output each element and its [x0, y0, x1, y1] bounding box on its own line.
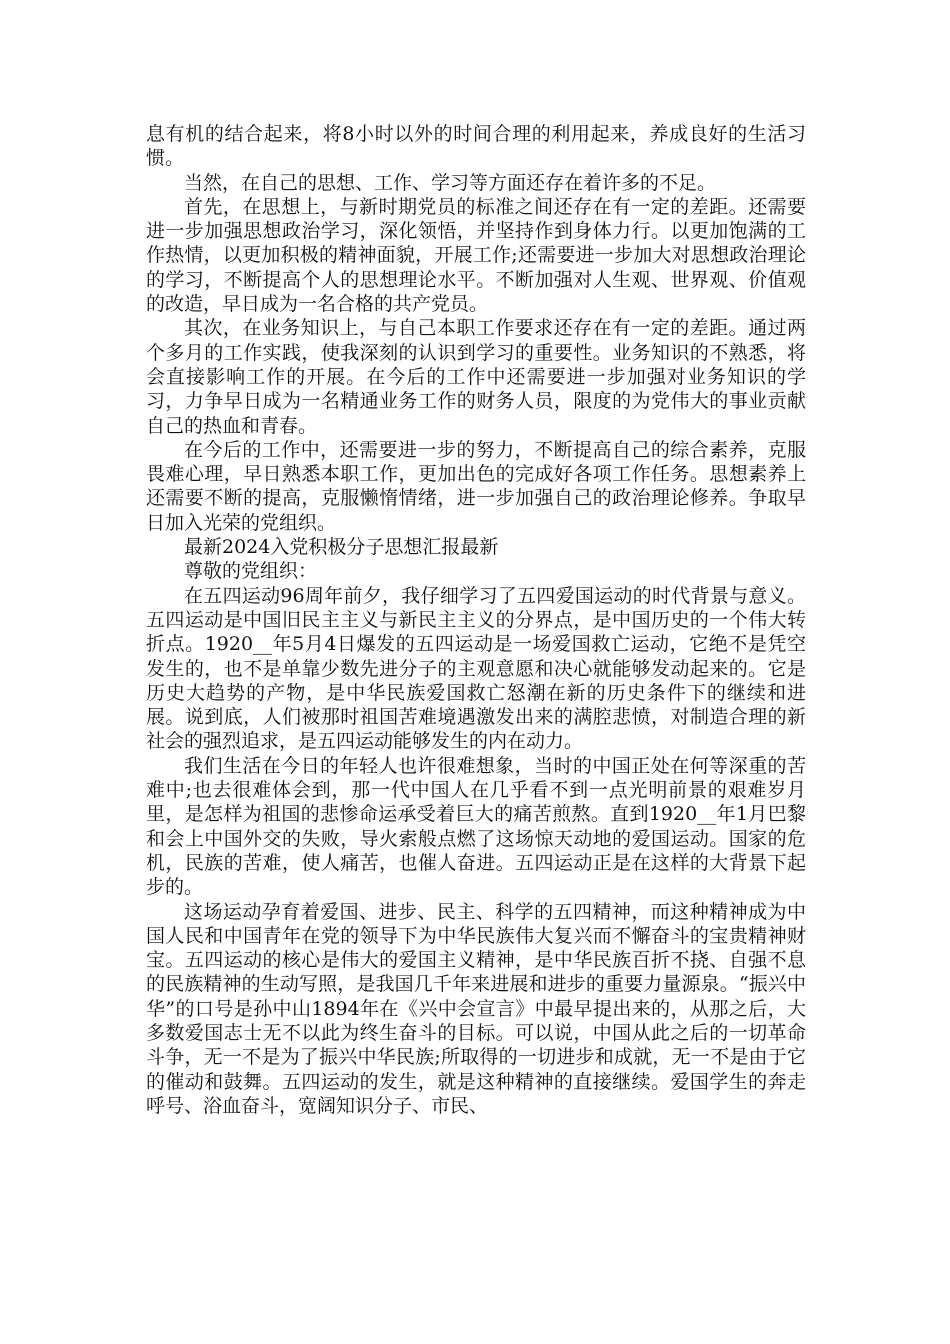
paragraph-continuation: 息有机的结合起来，将8小时以外的时间合理的利用起来，养成良好的生活习惯。 [146, 123, 806, 170]
paragraph-future-work: 在今后的工作中，还需要进一步的努力，不断提高自己的综合素养，克服畏难心理，早日熟悉本职工作，更加出色的完成好各项工作任务。思想素养上还需要不断的提高，克服懒惰情绪，进一步加强自己的政治理论修养。争取早日加入光荣的党组织。 [146, 438, 806, 534]
paragraph-may-fourth-background: 在五四运动96周年前夕，我仔细学习了五四爱国运动的时代背景与意义。五四运动是中国旧民主主义与新民主主义的分界点，是中国历史的一个伟大转折点。1920__年5月4日爆发的五四运动是一场爱国救亡运动，它绝不是凭空发生的，也不是单靠少数先进分子的主观意愿和决心就能够发动起来的。它是历史大趋势的产物，是中华民族爱国救亡怒潮在新的历史条件下的继续和进展。说到底，人们被那时祖国苦难境遇激发出来的满腔悲愤，对制造合理的新社会的强烈追求，是五四运动能够发生的内在动力。 [146, 584, 806, 753]
paragraph-may-fourth-spirit: 这场运动孕育着爱国、进步、民主、科学的五四精神，而这种精神成为中国人民和中国青年在党的领导下为中华民族伟大复兴而不懈奋斗的宝贵精神财宝。五四运动的核心是伟大的爱国主义精神，是中华民族百折不挠、自强不息的民族精神的生动写照，是我国几千年来进展和进步的重要力量源泉。“振兴中华”的口号是孙中山1894年在《兴中会宣言》中最早提出来的，从那之后，大多数爱国志士无不以此为终生奋斗的目标。可以说，中国从此之后的一切革命斗争，无一不是为了振兴中华民族;所取得的一切进步和成就，无一不是由于它的催动和鼓舞。五四运动的发生，就是这种精神的直接继续。爱国学生的奔走呼号、浴血奋斗，宽阔知识分子、市民、 [146, 900, 806, 1117]
salutation: 尊敬的党组织： [184, 560, 318, 583]
paragraph-business: 其次，在业务知识上，与自己本职工作要求还存在有一定的差距。通过两个多月的工作实践，使我深刻的认识到学习的重要性。业务知识的不熟悉，将会直接影响工作的开展。在今后的工作中还需要进一步加强对业务知识的学习，力争早日成为一名精通业务工作的财务人员，限度的为党伟大的事业贡献自己的热血和青春。 [146, 317, 806, 437]
section-title: 最新2024入党积极分子思想汇报最新 [184, 536, 499, 559]
paragraph-thought: 首先，在思想上，与新时期党员的标准之间还存在有一定的差距。还需要进一步加强思想政治学习，深化领悟，并坚持作到身体力行。以更加饱满的工作热情，以更加积极的精神面貌，开展工作;还需要进一步加大对思想政治理论的学习，不断提高个人的思想理论水平。不断加强对人生观、世界观、价值观的改造，早日成为一名合格的共产党员。 [146, 195, 806, 316]
paragraph-young-people: 我们生活在今日的年轻人也许很难想象，当时的中国正处在何等深重的苦难中;也去很难体会到，那一代中国人在几乎看不到一点光明前景的艰难岁月里，是怎样为祖国的悲惨命运承受着巨大的痛苦煎熬。直到1920__年1月巴黎和会上中国外交的失败，导火索般点燃了这场惊天动地的爱国运动。国家的危机，民族的苦难，使人痛苦，也催人奋进。五四运动正是在这样的大背景下起步的。 [146, 754, 806, 899]
document-body [146, 122, 806, 1118]
paragraph-shortcomings: 当然，在自己的思想、工作、学习等方面还存在着许多的不足。 [184, 171, 717, 194]
